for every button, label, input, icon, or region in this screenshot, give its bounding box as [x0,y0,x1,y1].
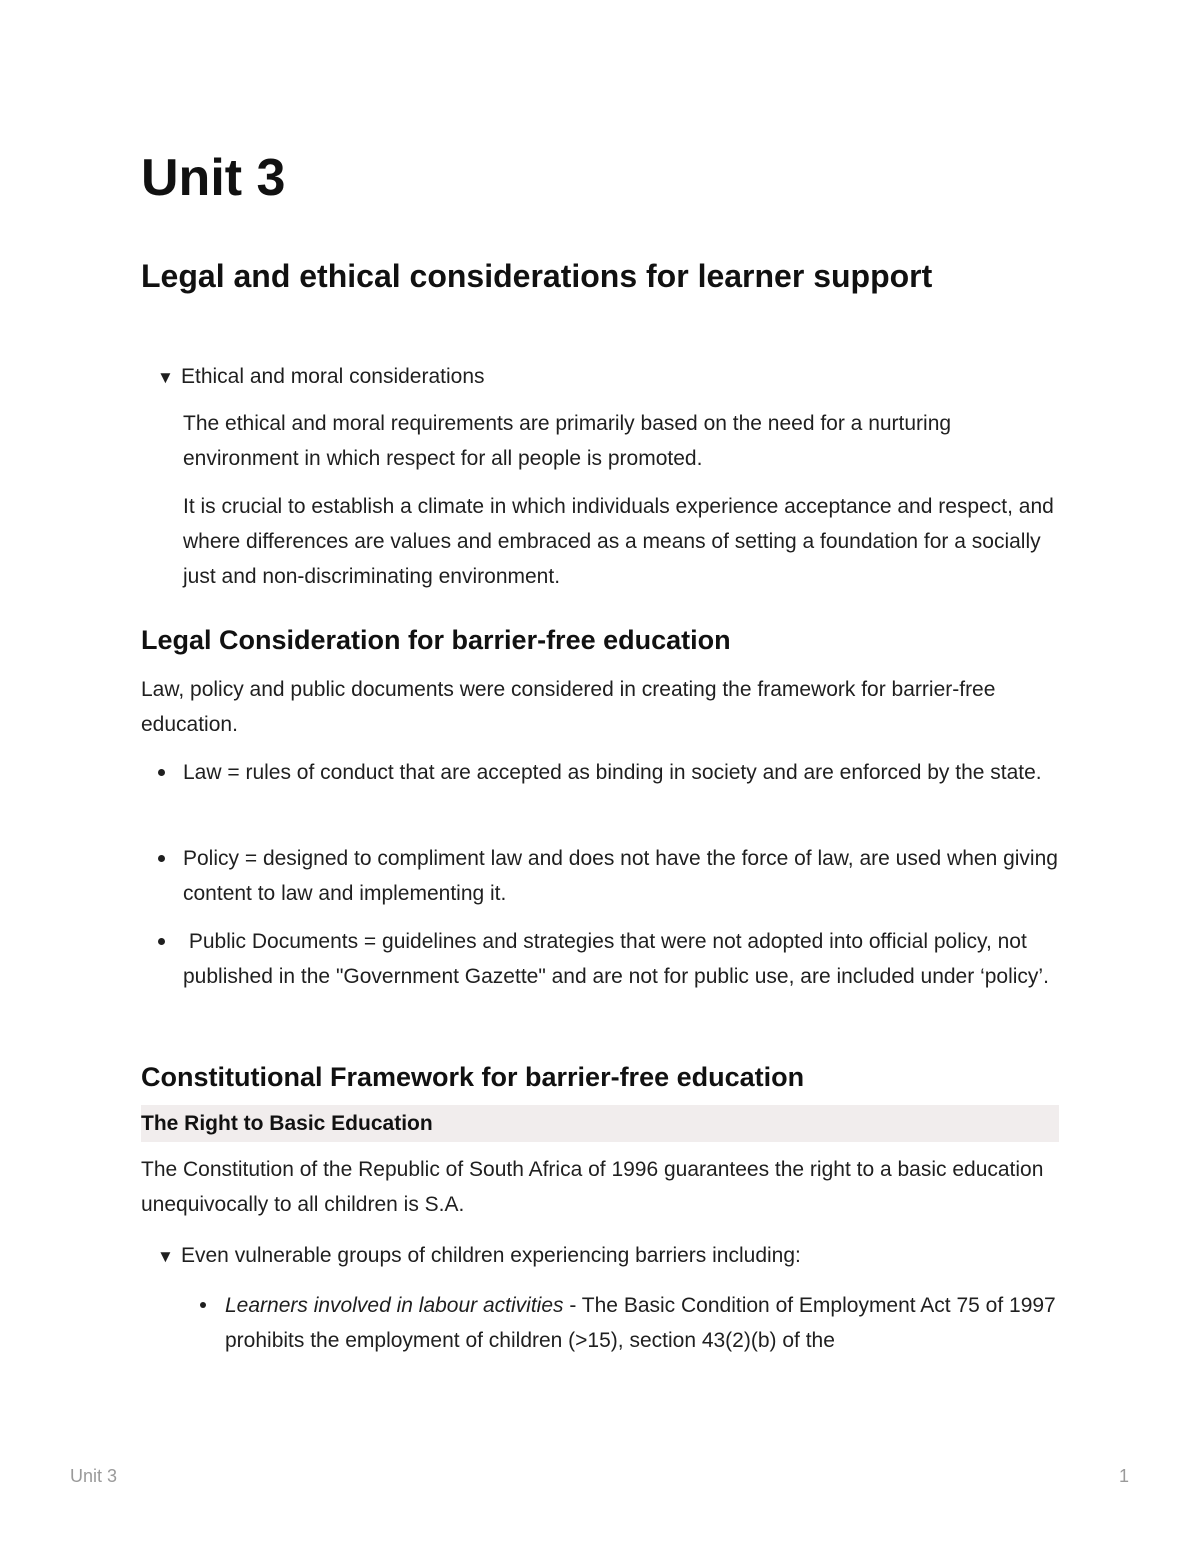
page-number: 1 [1118,1466,1129,1486]
page-title: Unit 3 [141,149,286,207]
bullet-text [225,1288,1063,1358]
footer-title: Unit 3 [70,1466,118,1486]
legal-intro: Law, policy and public documents were considered in creating the framework for barrier-free education. [141,678,996,736]
subheading-highlight [141,1105,1059,1142]
bullet-icon [158,855,165,862]
right-to-education-heading: The Right to Basic Education [141,1112,433,1135]
constitution-paragraph: The Constitution of the Republic of South Africa of 1996 guarantees the right to a basic education unequivocally to all children is S.A. [141,1158,1044,1216]
toggle-label: Ethical and moral considerations [181,365,485,388]
toggle-arrow-icon[interactable]: ▼ [157,368,174,387]
legal-heading: Legal Consideration for barrier-free education [141,625,731,655]
bullet-icon [158,938,165,945]
ethical-paragraph-1: The ethical and moral requirements are primarily based on the need for a nurturing environment in which respect for all people is promoted. [183,412,952,470]
page-subtitle: Legal and ethical considerations for learner support [141,258,933,294]
bullet-italic-text: Learners involved in labour activities [225,1294,564,1317]
constitutional-heading: Constitutional Framework for barrier-free education [141,1062,805,1092]
bullet-text: Policy = designed to compliment law and does not have the force of law, are used when giving content to law and implementing it. [183,847,1058,905]
bullet-icon [158,769,165,776]
bullet-text: Law = rules of conduct that are accepted as binding in society and are enforced by the state. [183,761,1042,784]
bullet-icon [200,1302,206,1308]
toggle-label: Even vulnerable groups of children experiencing barriers including: [181,1244,801,1267]
toggle-arrow-icon[interactable]: ▼ [157,1247,174,1266]
bullet-rest-text: - The Basic Condition of Employment Act 75 of 1997 prohibits the employment of children (>15), section 43(2)(b) of the [225,1294,1056,1352]
toggle-vulnerable-groups[interactable] [157,1238,801,1274]
toggle-ethical-moral[interactable] [157,359,485,395]
ethical-paragraph-2: It is crucial to establish a climate in which individuals experience acceptance and respect, and where differences are values and embraced as a means of setting a foundation for a socially just and non-discriminating environment. [183,495,1054,588]
bullet-text: Public Documents = guidelines and strategies that were not adopted into official policy, not published in the "Government Gazette" and are not for public use, are included under ‘policy’. [183,930,1049,988]
